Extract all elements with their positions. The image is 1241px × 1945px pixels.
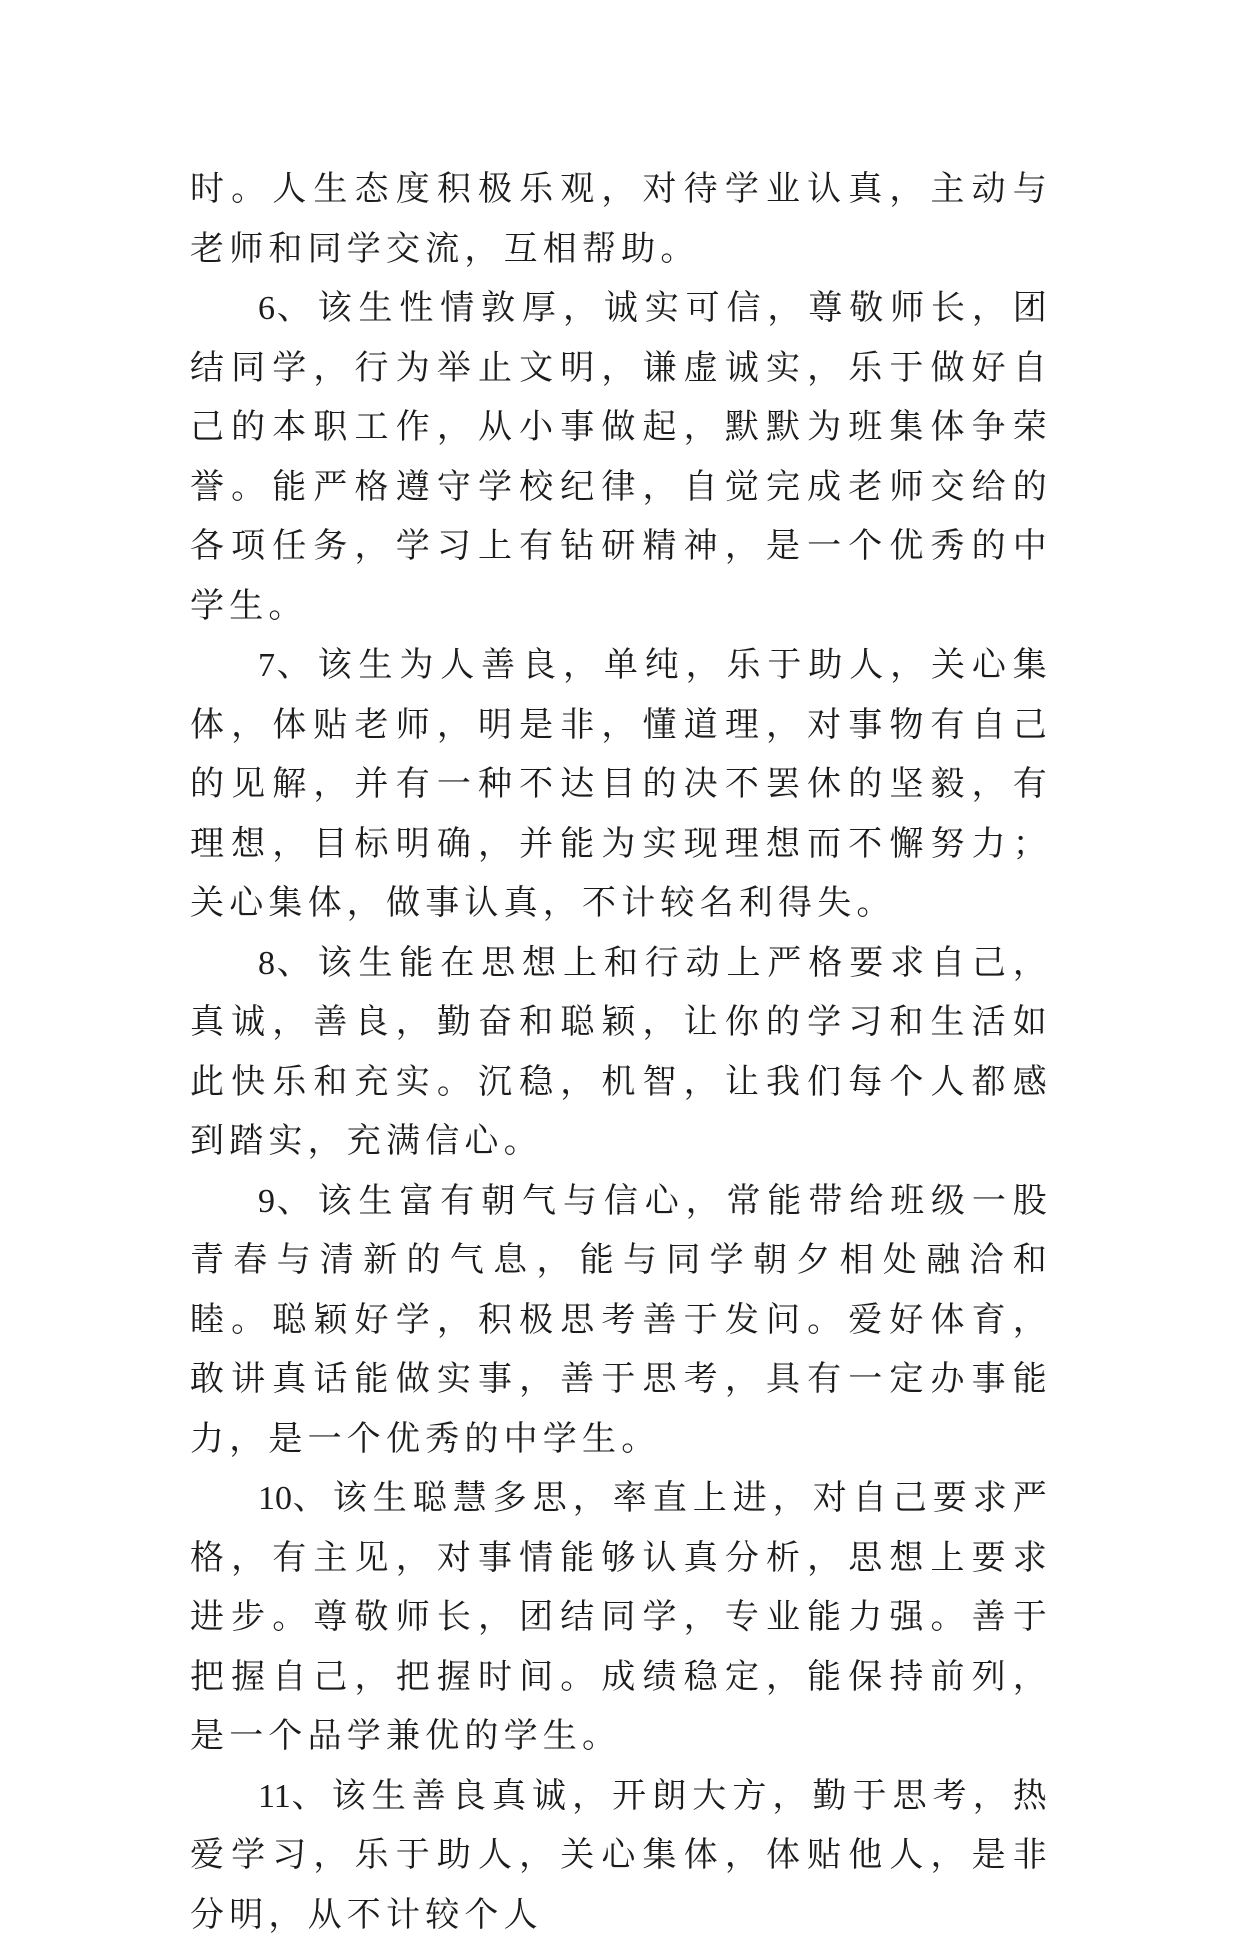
paragraph-text: 、该生性情敦厚，诚实可信，尊敬师长，团结同学，行为举止文明，谦虚诚实，乐于做好自己的本职工作，从小事做起，默默为班集体争荣誉。能严格遵守学校纪律，自觉完成老师交给的各项任务，学习上有钻研精神，是一个优秀的中学生。 [190, 288, 1052, 626]
paragraph-text: 、该生善良真诚，开朗大方，勤于思考，热爱学习，乐于助人，关心集体，体贴他人，是非分明，从不计较个人 [190, 1776, 1052, 1935]
paragraph-10 [190, 1469, 1052, 1767]
paragraph-text: 、该生为人善良，单纯，乐于助人，关心集体，体贴老师，明是非，懂道理，对事物有自己的见解，并有一种不达目的决不罢休的坚毅，有理想，目标明确，并能为实现理想而不懈努力；关心集体，做事认真，不计较名利得失。 [190, 645, 1052, 923]
document-body [190, 160, 1052, 1945]
paragraph-continued [190, 160, 1052, 279]
paragraph-number: 9 [258, 1183, 275, 1220]
paragraph-11 [190, 1767, 1052, 1945]
paragraph-text: 、该生能在思想上和行动上严格要求自己，真诚，善良，勤奋和聪颖，让你的学习和生活如此快乐和充实。沉稳，机智，让我们每个人都感到踏实，充满信心。 [190, 943, 1052, 1162]
paragraph-text: 时。人生态度积极乐观，对待学业认真，主动与老师和同学交流，互相帮助。 [190, 169, 1052, 269]
paragraph-6 [190, 279, 1052, 636]
paragraph-number: 6 [258, 290, 275, 327]
paragraph-number: 8 [258, 945, 275, 982]
paragraph-text: 、该生聪慧多思，率直上进，对自己要求严格，有主见，对事情能够认真分析，思想上要求进步。尊敬师长，团结同学，专业能力强。善于把握自己，把握时间。成绩稳定，能保持前列，是一个品学兼优的学生。 [190, 1478, 1052, 1756]
paragraph-number: 11 [258, 1778, 291, 1815]
paragraph-8 [190, 934, 1052, 1172]
paragraph-7 [190, 636, 1052, 934]
paragraph-number: 10 [258, 1480, 292, 1517]
paragraph-9 [190, 1172, 1052, 1470]
paragraph-text: 、该生富有朝气与信心，常能带给班级一股青春与清新的气息，能与同学朝夕相处融洽和睦。聪颖好学，积极思考善于发问。爱好体育，敢讲真话能做实事，善于思考，具有一定办事能力，是一个优秀的中学生。 [190, 1181, 1052, 1459]
paragraph-number: 7 [258, 647, 275, 684]
